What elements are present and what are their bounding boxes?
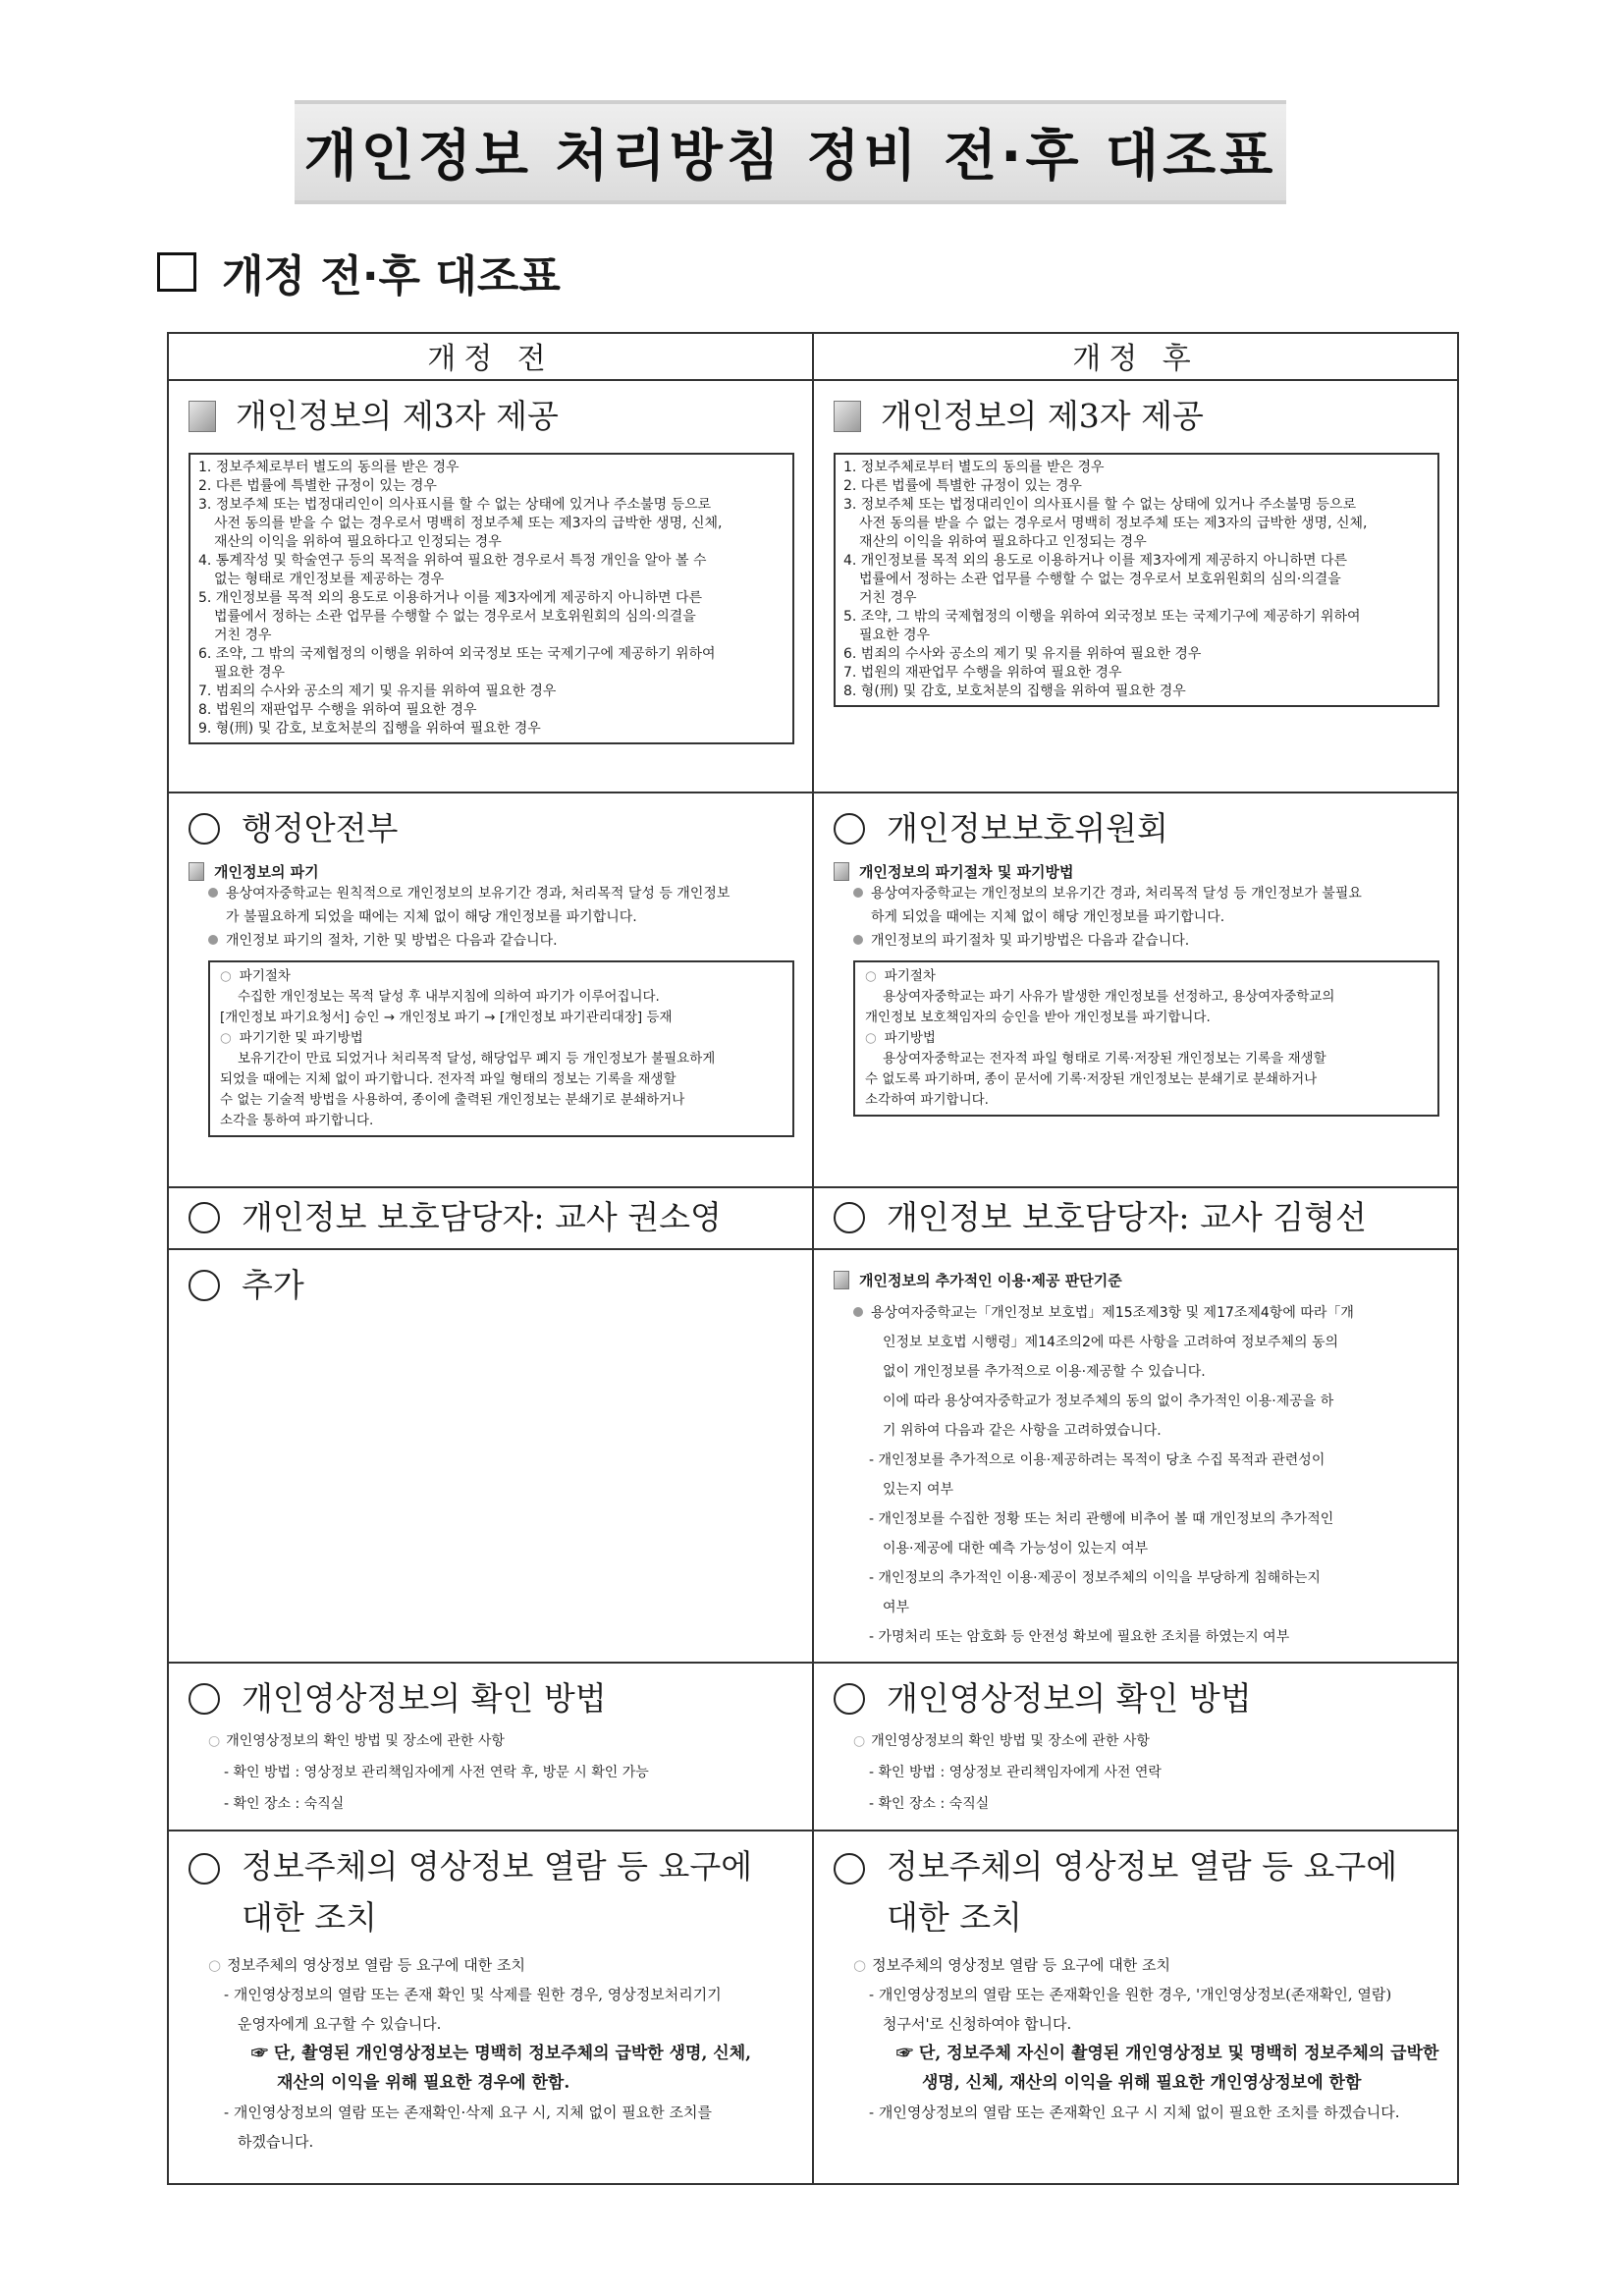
bullet-icon — [853, 1307, 863, 1317]
header-row — [168, 333, 1458, 380]
list-item: 거친 경우 — [214, 627, 272, 643]
circle-bullet-icon — [189, 1270, 220, 1301]
circle-bullet-icon — [189, 1202, 220, 1233]
list-item: 5. 개인정보를 목적 외의 용도로 이용하거나 이를 제3자에게 제공하지 아니하면 다른 — [198, 589, 703, 606]
checkbox-square-icon — [157, 252, 196, 292]
heading-before-third-party: 개인정보의 제3자 제공 — [189, 391, 794, 443]
document-icon — [834, 1271, 849, 1289]
circle-mark-icon: ○ — [865, 967, 877, 984]
row-additional — [168, 1249, 1458, 1663]
bullet-icon — [208, 888, 218, 898]
document-icon — [834, 862, 849, 881]
list-item: 재산의 이익을 위하여 필요하다고 인정되는 경우 — [214, 533, 502, 550]
circle-mark-icon: ○ — [220, 967, 232, 984]
heading-after-video-check: 개인영상정보의 확인 방법 — [834, 1673, 1439, 1725]
circle-mark-icon: ○ — [865, 1029, 877, 1046]
list-item: 8. 형(刑) 및 감호, 보호처분의 집행을 위하여 필요한 경우 — [843, 683, 1186, 699]
list-item: 3. 정보주체 또는 법정대리인이 의사표시를 할 수 없는 상태에 있거나 주소불명 등으로 — [198, 496, 712, 513]
heading-after-third-party: 개인정보의 제3자 제공 — [834, 391, 1439, 443]
list-item: 2. 다른 법률에 특별한 규정이 있는 경우 — [843, 477, 1082, 494]
list-item: 재산의 이익을 위하여 필요하다고 인정되는 경우 — [859, 533, 1147, 550]
list-item: 사전 동의를 받을 수 없는 경우로서 명백히 정보주체 또는 제3자의 급박한 생명, 신체, — [859, 515, 1368, 531]
comparison-table — [167, 332, 1459, 2185]
subheading-after-destruction: 개인정보의 파기절차 및 파기방법 — [834, 861, 1439, 882]
circle-mark-icon: ○ — [208, 1732, 221, 1749]
document-icon — [189, 401, 216, 432]
document-icon — [189, 862, 204, 881]
row-video-access — [168, 1831, 1458, 2184]
list-item: 사전 동의를 받을 수 없는 경우로서 명백히 정보주체 또는 제3자의 급박한 생명, 신체, — [214, 515, 723, 531]
cell-before-destruction — [168, 793, 813, 1187]
circle-mark-icon: ○ — [853, 1956, 867, 1975]
list-item: 6. 조약, 그 밖의 국제협정의 이행을 위하여 외국정보 또는 국제기구에 제공하기 위하여 — [198, 645, 716, 662]
destruction-box-before: ○ 파기절차 수집한 개인정보는 목적 달성 후 내부지침에 의하여 파기가 이루어집니다. [개인정보 파기요청서] 승인 → 개인정보 파기 → [개인정보 파기관리대장] 등재 ○ 파기기한 및 파기방법 보유기간이 만료 되었거나 처리목적 달성, 해당업무 폐지 등 개인정보가 불필요하게 되었을 때에는 지체 없이 파기합니다. 전자적 파일 형태의 정보는 기록을 재생할 수 없는 기술적 방법을 사용하여, 종이에 출력된 개인정보는 분쇄기로 분쇄하거나 소각을 통하여 파기합니다. — [208, 960, 794, 1137]
list-item: 8. 법원의 재판업무 수행을 위하여 필요한 경우 — [198, 701, 477, 718]
cell-after-video-access: 정보주체의 영상정보 열람 등 요구에 대한 조치 ○ 정보주체의 영상정보 열람 등 요구에 대한 조치 - 개인영상정보의 열람 또는 존재확인을 원한 경우, '개인영상정보(존재확인, 열람) 청구서'로 신청하여야 합니다. ☞ 단, 정보주체 자신이 촬영된 개인영상정보 및 명백히 정보주체의 급박한 생명, 신체, 재산의 이익을 위해 필요한 개인영상정보에 한함 - 개인영상정보의 열람 또는 존재확인 요구 시 지체 없이 필요한 조치를 하겠습니다. — [813, 1831, 1458, 2184]
list-item: 법률에서 정하는 소관 업무를 수행할 수 없는 경우로서 보호위원회의 심의·의결을 — [859, 571, 1341, 587]
list-item: 2. 다른 법률에 특별한 규정이 있는 경우 — [198, 477, 437, 494]
heading-after-video-access: 정보주체의 영상정보 열람 등 요구에 대한 조치 — [834, 1841, 1439, 1945]
heading-before-video-access: 정보주체의 영상정보 열람 등 요구에 대한 조치 — [189, 1841, 794, 1945]
list-item: 없는 형태로 개인정보를 제공하는 경우 — [214, 571, 445, 587]
list-item: 필요한 경우 — [214, 664, 286, 681]
circle-mark-icon: ○ — [853, 1732, 866, 1749]
circle-mark-icon: ○ — [208, 1956, 222, 1975]
list-item: 9. 형(刑) 및 감호, 보호처분의 집행을 위하여 필요한 경우 — [198, 720, 541, 737]
third-party-list-before — [189, 453, 794, 744]
subheading-before-destruction: 개인정보의 파기 — [189, 861, 794, 882]
cell-after-destruction — [813, 793, 1458, 1187]
heading-after-commission: 개인정보보호위원회 — [834, 803, 1439, 855]
list-item: 4. 개인정보를 목적 외의 용도로 이용하거나 이를 제3자에게 제공하지 아니하면 다른 — [843, 552, 1348, 569]
heading-before-video-check: 개인영상정보의 확인 방법 — [189, 1673, 794, 1725]
list-item: 3. 정보주체 또는 법정대리인이 의사표시를 할 수 없는 상태에 있거나 주소불명 등으로 — [843, 496, 1357, 513]
section-title-text: 개정 전·후 대조표 — [222, 251, 561, 301]
circle-bullet-icon — [834, 813, 865, 845]
list-item: 필요한 경우 — [859, 627, 931, 643]
list-item: 5. 조약, 그 밖의 국제협정의 이행을 위하여 외국정보 또는 국제기구에 제공하기 위하여 — [843, 608, 1361, 625]
row-destruction — [168, 793, 1458, 1187]
bullet-icon — [853, 935, 863, 945]
list-item: 1. 정보주체로부터 별도의 동의를 받은 경우 — [198, 459, 460, 475]
cell-after-third-party — [813, 380, 1458, 793]
cell-after-additional: 개인정보의 추가적인 이용·제공 판단기준 용상여자중학교는「개인정보 보호법」제15조제3항 및 제17조제4항에 따라「개 인정보 보호법 시행령」제14조의2에 따른 사항을 고려하여 정보주체의 동의 없이 개인정보를 추가적으로 이용·제공할 수 있습니다. 이에 따라 용상여자중학교가 정보주체의 동의 없이 추가적인 이용·제공을 하 기 위하여 다음과 같은 사항을 고려하였습니다. - 개인정보를 추가적으로 이용·제공하려는 목적이 당초 수집 목적과 관련성이 있는지 여부 - 개인정보를 수집한 정황 또는 처리 관행에 비추어 볼 때 개인정보의 추가적인 이용·제공에 대한 예측 가능성이 있는지 여부 - 개인정보의 추가적인 이용·제공이 정보주체의 이익을 부당하게 침해하는지 여부 - 가명처리 또는 암호화 등 안전성 확보에 필요한 조치를 하였는지 여부 — [813, 1249, 1458, 1663]
section-title — [157, 241, 561, 303]
list-item: 1. 정보주체로부터 별도의 동의를 받은 경우 — [843, 459, 1105, 475]
circle-bullet-icon — [189, 1683, 220, 1715]
column-header-before: 개정 전 — [168, 333, 813, 380]
cell-after-officer — [813, 1187, 1458, 1249]
list-item: 거친 경우 — [859, 589, 917, 606]
destruction-box-after: ○ 파기절차 용상여자중학교는 파기 사유가 발생한 개인정보를 선정하고, 용상여자중학교의 개인정보 보호책임자의 승인을 받아 개인정보를 파기합니다. ○ 파기방법 용상여자중학교는 전자적 파일 형태로 기록·저장된 개인정보는 기록을 재생할 수 없도록 파기하며, 종이 문서에 기록·저장된 개인정보는 분쇄기로 분쇄하거나 소각하여 파기합니다. — [853, 960, 1439, 1117]
cell-before-video-check: 개인영상정보의 확인 방법 ○ 개인영상정보의 확인 방법 및 장소에 관한 사항 - 확인 방법 : 영상정보 관리책임자에게 사전 연락 후, 방문 시 확인 가능 - 확인 장소 : 숙직실 — [168, 1663, 813, 1831]
row-officer — [168, 1187, 1458, 1249]
row-third-party — [168, 380, 1458, 793]
list-item: 법률에서 정하는 소관 업무를 수행할 수 없는 경우로서 보호위원회의 심의·의결을 — [214, 608, 696, 625]
circle-bullet-icon — [834, 1683, 865, 1715]
cell-before-officer — [168, 1187, 813, 1249]
heading-after-officer: 개인정보 보호담당자: 교사 김형선 — [834, 1192, 1439, 1244]
subheading-after-additional: 개인정보의 추가적인 이용·제공 판단기준 — [834, 1270, 1439, 1290]
circle-bullet-icon — [189, 813, 220, 845]
heading-before-ministry: 행정안전부 — [189, 803, 794, 855]
cell-before-additional — [168, 1249, 813, 1663]
paragraph: 용상여자중학교는 개인정보의 보유기간 경과, 처리목적 달성 등 개인정보가 불필요 하게 되었을 때에는 지체 없이 해당 개인정보를 파기합니다. 개인정보의 파기절차 및 파기방법은 다음과 같습니다. — [834, 882, 1439, 953]
list-item: 7. 범죄의 수사와 공소의 제기 및 유지를 위하여 필요한 경우 — [198, 683, 557, 699]
cell-before-video-access: 정보주체의 영상정보 열람 등 요구에 대한 조치 ○ 정보주체의 영상정보 열람 등 요구에 대한 조치 - 개인영상정보의 열람 또는 존재 확인 및 삭제를 원한 경우, 영상정보처리기기 운영자에게 요구할 수 있습니다. ☞ 단, 촬영된 개인영상정보는 명백히 정보주체의 급박한 생명, 신체, 재산의 이익을 위해 필요한 경우에 한함. - 개인영상정보의 열람 또는 존재확인·삭제 요구 시, 지체 없이 필요한 조치를 하겠습니다. — [168, 1831, 813, 2184]
heading-before-officer: 개인정보 보호담당자: 교사 권소영 — [189, 1192, 794, 1244]
heading-before-additional: 추가 — [189, 1260, 794, 1312]
circle-bullet-icon — [189, 1853, 220, 1885]
document-icon — [834, 401, 861, 432]
page-title-banner — [295, 100, 1286, 204]
cell-before-third-party — [168, 380, 813, 793]
column-header-after: 개정 후 — [813, 333, 1458, 380]
circle-bullet-icon — [834, 1202, 865, 1233]
page-title: 개인정보 처리방침 정비 전·후 대조표 — [303, 125, 1277, 189]
list-item: 7. 법원의 재판업무 수행을 위하여 필요한 경우 — [843, 664, 1122, 681]
cell-after-video-check: 개인영상정보의 확인 방법 ○ 개인영상정보의 확인 방법 및 장소에 관한 사항 - 확인 방법 : 영상정보 관리책임자에게 사전 연락 - 확인 장소 : 숙직실 — [813, 1663, 1458, 1831]
circle-mark-icon: ○ — [220, 1029, 232, 1046]
list-item: 6. 범죄의 수사와 공소의 제기 및 유지를 위하여 필요한 경우 — [843, 645, 1202, 662]
row-video-check — [168, 1663, 1458, 1831]
third-party-list-after — [834, 453, 1439, 707]
bullet-icon — [853, 888, 863, 898]
circle-bullet-icon — [834, 1853, 865, 1885]
list-item: 4. 통계작성 및 학술연구 등의 목적을 위하여 필요한 경우로서 특정 개인을 알아 볼 수 — [198, 552, 707, 569]
bullet-icon — [208, 935, 218, 945]
paragraph: 용상여자중학교는 원칙적으로 개인정보의 보유기간 경과, 처리목적 달성 등 개인정보 가 불필요하게 되었을 때에는 지체 없이 해당 개인정보를 파기합니다. 개인정보 파기의 절차, 기한 및 방법은 다음과 같습니다. — [189, 882, 794, 953]
